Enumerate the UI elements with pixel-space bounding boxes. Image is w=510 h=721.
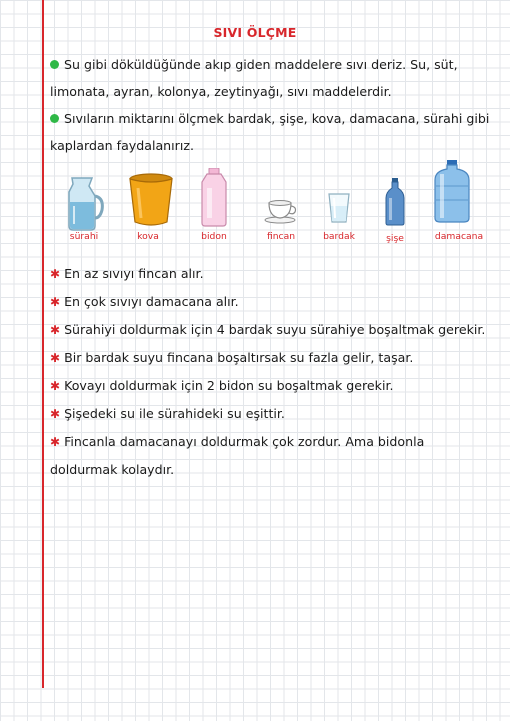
containers-row bbox=[50, 160, 490, 250]
intro-text-1: Su gibi döküldüğünde akıp giden maddelere sıvı deriz. Su, süt, limonata, ayran, kolonya, zeytinyağı, sıvı maddelerdir. bbox=[50, 57, 458, 99]
list-item bbox=[50, 372, 490, 400]
asterisk-icon: ✱ bbox=[50, 435, 61, 449]
green-bullet-icon bbox=[50, 60, 59, 69]
list-item-text: Bir bardak suyu fincana boşaltırsak su fazla gelir, taşar. bbox=[64, 350, 414, 365]
intro-paragraph-2 bbox=[50, 105, 490, 159]
container-label: damacana bbox=[434, 231, 484, 242]
intro-text-2: Sıvıların miktarını ölçmek bardak, şişe, kova, damacana, sürahi gibi kaplardan faydalanırız. bbox=[50, 111, 490, 153]
asterisk-icon: ✱ bbox=[50, 267, 61, 281]
green-bullet-icon bbox=[50, 114, 59, 123]
list-item bbox=[50, 344, 490, 372]
list-item bbox=[50, 428, 490, 483]
jerrycan-icon bbox=[198, 168, 230, 228]
list-item-text: Sürahiyi doldurmak için 4 bardak suyu sürahiye boşaltmak gerekir. bbox=[64, 322, 486, 337]
facts-list bbox=[50, 260, 490, 483]
list-item bbox=[50, 400, 490, 428]
asterisk-icon: ✱ bbox=[50, 379, 61, 393]
asterisk-icon: ✱ bbox=[50, 295, 61, 309]
asterisk-icon: ✱ bbox=[50, 407, 61, 421]
cup-icon bbox=[264, 198, 298, 224]
list-item bbox=[50, 260, 490, 288]
bottle-icon bbox=[384, 178, 406, 226]
notebook-margin-line bbox=[42, 0, 44, 688]
list-item bbox=[50, 288, 490, 316]
container-label: sürahi bbox=[69, 231, 99, 242]
asterisk-icon: ✱ bbox=[50, 351, 61, 365]
list-item-text: En az sıvıyı fincan alır. bbox=[64, 266, 204, 281]
container-label: bardak bbox=[323, 231, 355, 242]
bucket-icon bbox=[126, 170, 176, 228]
page-title: SIVI ÖLÇME bbox=[213, 25, 297, 40]
container-label: şişe bbox=[386, 233, 404, 244]
water-jug-icon bbox=[432, 160, 472, 224]
intro-paragraph-1 bbox=[50, 51, 490, 105]
list-item-text: Fincanla damacanayı doldurmak çok zordur. Ama bidonla doldurmak kolaydır. bbox=[50, 434, 425, 477]
jug-icon bbox=[64, 172, 104, 232]
asterisk-icon: ✱ bbox=[50, 323, 61, 337]
list-item-text: Kovayı doldurmak için 2 bidon su boşaltmak gerekir. bbox=[64, 378, 394, 393]
container-label: fincan bbox=[266, 231, 296, 242]
list-item-text: En çok sıvıyı damacana alır. bbox=[64, 294, 239, 309]
list-item-text: Şişedeki su ile sürahideki su eşittir. bbox=[64, 406, 285, 421]
list-item bbox=[50, 316, 490, 344]
container-label: kova bbox=[137, 231, 159, 242]
container-label: bidon bbox=[201, 231, 227, 242]
glass-icon bbox=[327, 192, 351, 224]
